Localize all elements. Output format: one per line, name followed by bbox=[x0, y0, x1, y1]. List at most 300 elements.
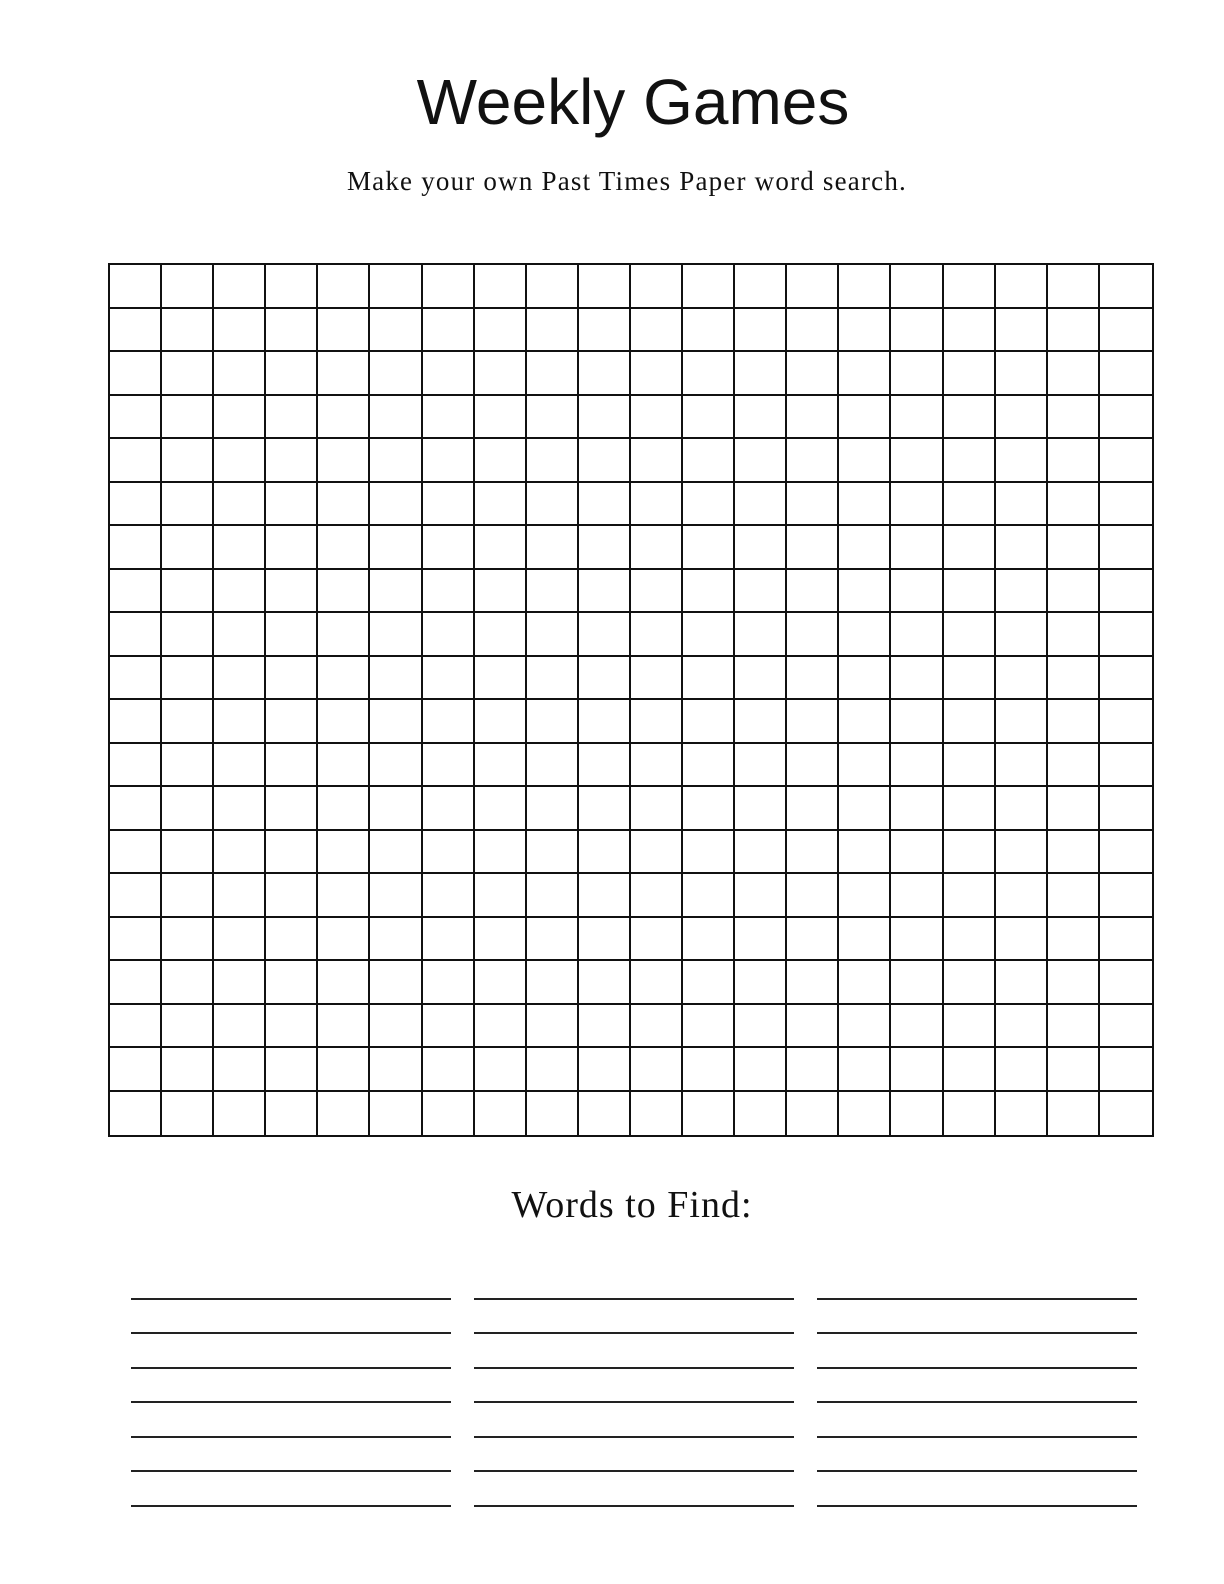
grid-cell[interactable] bbox=[787, 352, 839, 396]
grid-cell[interactable] bbox=[423, 787, 475, 831]
grid-cell[interactable] bbox=[944, 396, 996, 440]
grid-cell[interactable] bbox=[891, 613, 943, 657]
grid-cell[interactable] bbox=[527, 1005, 579, 1049]
grid-cell[interactable] bbox=[944, 1005, 996, 1049]
grid-cell[interactable] bbox=[996, 787, 1048, 831]
grid-cell[interactable] bbox=[1100, 526, 1152, 570]
grid-cell[interactable] bbox=[735, 787, 787, 831]
grid-cell[interactable] bbox=[370, 309, 422, 353]
grid-cell[interactable] bbox=[162, 265, 214, 309]
grid-cell[interactable] bbox=[266, 1048, 318, 1092]
grid-cell[interactable] bbox=[423, 831, 475, 875]
grid-cell[interactable] bbox=[318, 787, 370, 831]
grid-cell[interactable] bbox=[266, 613, 318, 657]
grid-cell[interactable] bbox=[162, 570, 214, 614]
grid-cell[interactable] bbox=[266, 309, 318, 353]
grid-cell[interactable] bbox=[891, 526, 943, 570]
grid-cell[interactable] bbox=[891, 570, 943, 614]
word-blank-line[interactable] bbox=[131, 1403, 451, 1438]
grid-cell[interactable] bbox=[475, 1005, 527, 1049]
grid-cell[interactable] bbox=[1100, 700, 1152, 744]
grid-cell[interactable] bbox=[1100, 613, 1152, 657]
grid-cell[interactable] bbox=[631, 1005, 683, 1049]
grid-cell[interactable] bbox=[162, 744, 214, 788]
grid-cell[interactable] bbox=[162, 831, 214, 875]
grid-cell[interactable] bbox=[1100, 874, 1152, 918]
word-blank-line[interactable] bbox=[817, 1438, 1137, 1473]
grid-cell[interactable] bbox=[944, 874, 996, 918]
grid-cell[interactable] bbox=[579, 961, 631, 1005]
grid-cell[interactable] bbox=[579, 309, 631, 353]
grid-cell[interactable] bbox=[996, 439, 1048, 483]
grid-cell[interactable] bbox=[318, 483, 370, 527]
grid-cell[interactable] bbox=[891, 744, 943, 788]
grid-cell[interactable] bbox=[683, 874, 735, 918]
grid-cell[interactable] bbox=[214, 439, 266, 483]
grid-cell[interactable] bbox=[214, 483, 266, 527]
grid-cell[interactable] bbox=[318, 1048, 370, 1092]
grid-cell[interactable] bbox=[996, 396, 1048, 440]
grid-cell[interactable] bbox=[266, 1092, 318, 1136]
grid-cell[interactable] bbox=[1048, 1092, 1100, 1136]
grid-cell[interactable] bbox=[891, 352, 943, 396]
grid-cell[interactable] bbox=[110, 526, 162, 570]
grid-cell[interactable] bbox=[162, 483, 214, 527]
grid-cell[interactable] bbox=[318, 1005, 370, 1049]
grid-cell[interactable] bbox=[110, 613, 162, 657]
grid-cell[interactable] bbox=[1048, 1048, 1100, 1092]
grid-cell[interactable] bbox=[370, 657, 422, 701]
grid-cell[interactable] bbox=[527, 1048, 579, 1092]
grid-cell[interactable] bbox=[527, 1092, 579, 1136]
grid-cell[interactable] bbox=[579, 352, 631, 396]
grid-cell[interactable] bbox=[1100, 396, 1152, 440]
grid-cell[interactable] bbox=[735, 309, 787, 353]
grid-cell[interactable] bbox=[1100, 1048, 1152, 1092]
grid-cell[interactable] bbox=[683, 265, 735, 309]
grid-cell[interactable] bbox=[475, 1048, 527, 1092]
grid-cell[interactable] bbox=[787, 265, 839, 309]
grid-cell[interactable] bbox=[527, 787, 579, 831]
grid-cell[interactable] bbox=[318, 918, 370, 962]
grid-cell[interactable] bbox=[266, 961, 318, 1005]
grid-cell[interactable] bbox=[579, 831, 631, 875]
grid-cell[interactable] bbox=[891, 265, 943, 309]
grid-cell[interactable] bbox=[318, 613, 370, 657]
grid-cell[interactable] bbox=[735, 831, 787, 875]
grid-cell[interactable] bbox=[266, 744, 318, 788]
grid-cell[interactable] bbox=[370, 439, 422, 483]
grid-cell[interactable] bbox=[944, 526, 996, 570]
word-blank-line[interactable] bbox=[817, 1265, 1137, 1300]
grid-cell[interactable] bbox=[214, 352, 266, 396]
word-blank-line[interactable] bbox=[817, 1403, 1137, 1438]
grid-cell[interactable] bbox=[631, 961, 683, 1005]
grid-cell[interactable] bbox=[735, 1005, 787, 1049]
grid-cell[interactable] bbox=[423, 744, 475, 788]
grid-cell[interactable] bbox=[1100, 744, 1152, 788]
grid-cell[interactable] bbox=[579, 918, 631, 962]
grid-cell[interactable] bbox=[996, 961, 1048, 1005]
grid-cell[interactable] bbox=[579, 613, 631, 657]
grid-cell[interactable] bbox=[996, 526, 1048, 570]
grid-cell[interactable] bbox=[110, 483, 162, 527]
grid-cell[interactable] bbox=[735, 874, 787, 918]
grid-cell[interactable] bbox=[475, 961, 527, 1005]
grid-cell[interactable] bbox=[423, 483, 475, 527]
grid-cell[interactable] bbox=[787, 439, 839, 483]
grid-cell[interactable] bbox=[579, 874, 631, 918]
grid-cell[interactable] bbox=[631, 831, 683, 875]
grid-cell[interactable] bbox=[735, 744, 787, 788]
grid-cell[interactable] bbox=[423, 918, 475, 962]
grid-cell[interactable] bbox=[1048, 961, 1100, 1005]
grid-cell[interactable] bbox=[266, 657, 318, 701]
grid-cell[interactable] bbox=[162, 1092, 214, 1136]
grid-cell[interactable] bbox=[110, 265, 162, 309]
grid-cell[interactable] bbox=[214, 831, 266, 875]
grid-cell[interactable] bbox=[631, 700, 683, 744]
grid-cell[interactable] bbox=[1100, 918, 1152, 962]
grid-cell[interactable] bbox=[475, 396, 527, 440]
grid-cell[interactable] bbox=[891, 918, 943, 962]
grid-cell[interactable] bbox=[370, 570, 422, 614]
grid-cell[interactable] bbox=[370, 1048, 422, 1092]
word-blank-line[interactable] bbox=[817, 1369, 1137, 1404]
grid-cell[interactable] bbox=[683, 787, 735, 831]
grid-cell[interactable] bbox=[891, 396, 943, 440]
grid-cell[interactable] bbox=[944, 1092, 996, 1136]
grid-cell[interactable] bbox=[110, 309, 162, 353]
grid-cell[interactable] bbox=[944, 483, 996, 527]
grid-cell[interactable] bbox=[214, 613, 266, 657]
grid-cell[interactable] bbox=[162, 1048, 214, 1092]
grid-cell[interactable] bbox=[631, 613, 683, 657]
grid-cell[interactable] bbox=[683, 744, 735, 788]
grid-cell[interactable] bbox=[944, 744, 996, 788]
grid-cell[interactable] bbox=[475, 613, 527, 657]
grid-cell[interactable] bbox=[318, 744, 370, 788]
grid-cell[interactable] bbox=[475, 352, 527, 396]
grid-cell[interactable] bbox=[839, 396, 891, 440]
word-blank-line[interactable] bbox=[474, 1300, 794, 1335]
grid-cell[interactable] bbox=[318, 570, 370, 614]
grid-cell[interactable] bbox=[162, 613, 214, 657]
grid-cell[interactable] bbox=[1048, 744, 1100, 788]
grid-cell[interactable] bbox=[787, 309, 839, 353]
grid-cell[interactable] bbox=[423, 1092, 475, 1136]
grid-cell[interactable] bbox=[266, 570, 318, 614]
grid-cell[interactable] bbox=[110, 1092, 162, 1136]
grid-cell[interactable] bbox=[996, 483, 1048, 527]
word-blank-line[interactable] bbox=[474, 1369, 794, 1404]
grid-cell[interactable] bbox=[787, 1048, 839, 1092]
grid-cell[interactable] bbox=[839, 700, 891, 744]
grid-cell[interactable] bbox=[631, 744, 683, 788]
grid-cell[interactable] bbox=[266, 483, 318, 527]
grid-cell[interactable] bbox=[110, 961, 162, 1005]
grid-cell[interactable] bbox=[944, 1048, 996, 1092]
grid-cell[interactable] bbox=[787, 483, 839, 527]
grid-cell[interactable] bbox=[1100, 352, 1152, 396]
grid-cell[interactable] bbox=[839, 526, 891, 570]
grid-cell[interactable] bbox=[944, 439, 996, 483]
grid-cell[interactable] bbox=[839, 657, 891, 701]
grid-cell[interactable] bbox=[839, 874, 891, 918]
grid-cell[interactable] bbox=[162, 961, 214, 1005]
grid-cell[interactable] bbox=[423, 1048, 475, 1092]
grid-cell[interactable] bbox=[1048, 265, 1100, 309]
grid-cell[interactable] bbox=[787, 831, 839, 875]
grid-cell[interactable] bbox=[891, 831, 943, 875]
grid-cell[interactable] bbox=[683, 613, 735, 657]
grid-cell[interactable] bbox=[110, 396, 162, 440]
grid-cell[interactable] bbox=[839, 613, 891, 657]
grid-cell[interactable] bbox=[579, 700, 631, 744]
grid-cell[interactable] bbox=[735, 657, 787, 701]
word-blank-line[interactable] bbox=[817, 1300, 1137, 1335]
grid-cell[interactable] bbox=[370, 265, 422, 309]
grid-cell[interactable] bbox=[475, 787, 527, 831]
word-blank-line[interactable] bbox=[474, 1472, 794, 1507]
grid-cell[interactable] bbox=[475, 570, 527, 614]
grid-cell[interactable] bbox=[1100, 961, 1152, 1005]
grid-cell[interactable] bbox=[318, 439, 370, 483]
grid-cell[interactable] bbox=[683, 439, 735, 483]
grid-cell[interactable] bbox=[579, 439, 631, 483]
grid-cell[interactable] bbox=[579, 744, 631, 788]
grid-cell[interactable] bbox=[214, 744, 266, 788]
grid-cell[interactable] bbox=[579, 657, 631, 701]
grid-cell[interactable] bbox=[683, 309, 735, 353]
grid-cell[interactable] bbox=[735, 700, 787, 744]
grid-cell[interactable] bbox=[944, 352, 996, 396]
grid-cell[interactable] bbox=[787, 700, 839, 744]
grid-cell[interactable] bbox=[527, 352, 579, 396]
grid-cell[interactable] bbox=[110, 1005, 162, 1049]
grid-cell[interactable] bbox=[527, 439, 579, 483]
grid-cell[interactable] bbox=[735, 1048, 787, 1092]
grid-cell[interactable] bbox=[110, 744, 162, 788]
grid-cell[interactable] bbox=[891, 1005, 943, 1049]
word-blank-line[interactable] bbox=[474, 1265, 794, 1300]
grid-cell[interactable] bbox=[1100, 787, 1152, 831]
grid-cell[interactable] bbox=[266, 439, 318, 483]
grid-cell[interactable] bbox=[318, 309, 370, 353]
grid-cell[interactable] bbox=[787, 961, 839, 1005]
grid-cell[interactable] bbox=[318, 526, 370, 570]
grid-cell[interactable] bbox=[370, 526, 422, 570]
grid-cell[interactable] bbox=[944, 265, 996, 309]
grid-cell[interactable] bbox=[735, 613, 787, 657]
grid-cell[interactable] bbox=[631, 874, 683, 918]
grid-cell[interactable] bbox=[423, 1005, 475, 1049]
grid-cell[interactable] bbox=[891, 700, 943, 744]
grid-cell[interactable] bbox=[996, 657, 1048, 701]
grid-cell[interactable] bbox=[944, 613, 996, 657]
grid-cell[interactable] bbox=[318, 657, 370, 701]
grid-cell[interactable] bbox=[683, 483, 735, 527]
grid-cell[interactable] bbox=[475, 874, 527, 918]
grid-cell[interactable] bbox=[214, 309, 266, 353]
grid-cell[interactable] bbox=[527, 744, 579, 788]
grid-cell[interactable] bbox=[214, 526, 266, 570]
grid-cell[interactable] bbox=[996, 831, 1048, 875]
grid-cell[interactable] bbox=[162, 309, 214, 353]
grid-cell[interactable] bbox=[683, 700, 735, 744]
grid-cell[interactable] bbox=[631, 309, 683, 353]
word-blank-line[interactable] bbox=[817, 1472, 1137, 1507]
grid-cell[interactable] bbox=[527, 700, 579, 744]
word-blank-line[interactable] bbox=[474, 1334, 794, 1369]
grid-cell[interactable] bbox=[214, 1092, 266, 1136]
grid-cell[interactable] bbox=[423, 396, 475, 440]
grid-cell[interactable] bbox=[214, 657, 266, 701]
grid-cell[interactable] bbox=[266, 526, 318, 570]
grid-cell[interactable] bbox=[214, 396, 266, 440]
grid-cell[interactable] bbox=[579, 1048, 631, 1092]
grid-cell[interactable] bbox=[631, 1092, 683, 1136]
grid-cell[interactable] bbox=[996, 874, 1048, 918]
grid-cell[interactable] bbox=[631, 352, 683, 396]
grid-cell[interactable] bbox=[527, 526, 579, 570]
grid-cell[interactable] bbox=[683, 961, 735, 1005]
grid-cell[interactable] bbox=[370, 613, 422, 657]
grid-cell[interactable] bbox=[579, 1092, 631, 1136]
grid-cell[interactable] bbox=[579, 1005, 631, 1049]
grid-cell[interactable] bbox=[683, 526, 735, 570]
grid-cell[interactable] bbox=[996, 352, 1048, 396]
grid-cell[interactable] bbox=[683, 657, 735, 701]
grid-cell[interactable] bbox=[475, 744, 527, 788]
grid-cell[interactable] bbox=[631, 396, 683, 440]
grid-cell[interactable] bbox=[527, 483, 579, 527]
grid-cell[interactable] bbox=[839, 309, 891, 353]
grid-cell[interactable] bbox=[214, 700, 266, 744]
grid-cell[interactable] bbox=[631, 1048, 683, 1092]
grid-cell[interactable] bbox=[944, 918, 996, 962]
grid-cell[interactable] bbox=[735, 265, 787, 309]
grid-cell[interactable] bbox=[891, 961, 943, 1005]
grid-cell[interactable] bbox=[891, 874, 943, 918]
grid-cell[interactable] bbox=[839, 1048, 891, 1092]
grid-cell[interactable] bbox=[787, 1005, 839, 1049]
grid-cell[interactable] bbox=[891, 439, 943, 483]
grid-cell[interactable] bbox=[370, 352, 422, 396]
grid-cell[interactable] bbox=[318, 352, 370, 396]
grid-cell[interactable] bbox=[579, 526, 631, 570]
grid-cell[interactable] bbox=[683, 918, 735, 962]
grid-cell[interactable] bbox=[110, 352, 162, 396]
grid-cell[interactable] bbox=[1048, 439, 1100, 483]
grid-cell[interactable] bbox=[370, 396, 422, 440]
grid-cell[interactable] bbox=[1048, 396, 1100, 440]
grid-cell[interactable] bbox=[423, 961, 475, 1005]
grid-cell[interactable] bbox=[1100, 309, 1152, 353]
grid-cell[interactable] bbox=[996, 1092, 1048, 1136]
grid-cell[interactable] bbox=[735, 1092, 787, 1136]
grid-cell[interactable] bbox=[631, 570, 683, 614]
grid-cell[interactable] bbox=[370, 744, 422, 788]
grid-cell[interactable] bbox=[683, 1048, 735, 1092]
grid-cell[interactable] bbox=[683, 1005, 735, 1049]
grid-cell[interactable] bbox=[683, 570, 735, 614]
grid-cell[interactable] bbox=[475, 483, 527, 527]
grid-cell[interactable] bbox=[162, 787, 214, 831]
grid-cell[interactable] bbox=[475, 918, 527, 962]
grid-cell[interactable] bbox=[370, 787, 422, 831]
grid-cell[interactable] bbox=[944, 700, 996, 744]
grid-cell[interactable] bbox=[527, 657, 579, 701]
grid-cell[interactable] bbox=[423, 657, 475, 701]
grid-cell[interactable] bbox=[527, 961, 579, 1005]
grid-cell[interactable] bbox=[214, 918, 266, 962]
grid-cell[interactable] bbox=[944, 787, 996, 831]
grid-cell[interactable] bbox=[423, 352, 475, 396]
grid-cell[interactable] bbox=[839, 918, 891, 962]
grid-cell[interactable] bbox=[370, 874, 422, 918]
grid-cell[interactable] bbox=[370, 961, 422, 1005]
grid-cell[interactable] bbox=[787, 570, 839, 614]
grid-cell[interactable] bbox=[266, 918, 318, 962]
grid-cell[interactable] bbox=[891, 657, 943, 701]
grid-cell[interactable] bbox=[631, 439, 683, 483]
grid-cell[interactable] bbox=[527, 570, 579, 614]
grid-cell[interactable] bbox=[631, 787, 683, 831]
grid-cell[interactable] bbox=[579, 570, 631, 614]
grid-cell[interactable] bbox=[423, 700, 475, 744]
grid-cell[interactable] bbox=[475, 700, 527, 744]
grid-cell[interactable] bbox=[475, 309, 527, 353]
grid-cell[interactable] bbox=[162, 918, 214, 962]
grid-cell[interactable] bbox=[735, 439, 787, 483]
grid-cell[interactable] bbox=[1048, 1005, 1100, 1049]
grid-cell[interactable] bbox=[318, 961, 370, 1005]
grid-cell[interactable] bbox=[1048, 918, 1100, 962]
grid-cell[interactable] bbox=[787, 657, 839, 701]
grid-cell[interactable] bbox=[423, 309, 475, 353]
grid-cell[interactable] bbox=[214, 961, 266, 1005]
grid-cell[interactable] bbox=[891, 309, 943, 353]
grid-cell[interactable] bbox=[839, 744, 891, 788]
grid-cell[interactable] bbox=[839, 352, 891, 396]
grid-cell[interactable] bbox=[996, 265, 1048, 309]
grid-cell[interactable] bbox=[1048, 700, 1100, 744]
grid-cell[interactable] bbox=[475, 1092, 527, 1136]
grid-cell[interactable] bbox=[318, 700, 370, 744]
grid-cell[interactable] bbox=[110, 439, 162, 483]
grid-cell[interactable] bbox=[110, 787, 162, 831]
grid-cell[interactable] bbox=[214, 1048, 266, 1092]
grid-cell[interactable] bbox=[214, 1005, 266, 1049]
grid-cell[interactable] bbox=[1048, 352, 1100, 396]
grid-cell[interactable] bbox=[527, 918, 579, 962]
grid-cell[interactable] bbox=[162, 439, 214, 483]
grid-cell[interactable] bbox=[110, 918, 162, 962]
grid-cell[interactable] bbox=[370, 831, 422, 875]
grid-cell[interactable] bbox=[214, 265, 266, 309]
grid-cell[interactable] bbox=[527, 309, 579, 353]
grid-cell[interactable] bbox=[162, 352, 214, 396]
grid-cell[interactable] bbox=[735, 352, 787, 396]
grid-cell[interactable] bbox=[839, 831, 891, 875]
grid-cell[interactable] bbox=[683, 831, 735, 875]
grid-cell[interactable] bbox=[787, 613, 839, 657]
grid-cell[interactable] bbox=[370, 1092, 422, 1136]
grid-cell[interactable] bbox=[891, 1048, 943, 1092]
grid-cell[interactable] bbox=[891, 787, 943, 831]
grid-cell[interactable] bbox=[787, 744, 839, 788]
